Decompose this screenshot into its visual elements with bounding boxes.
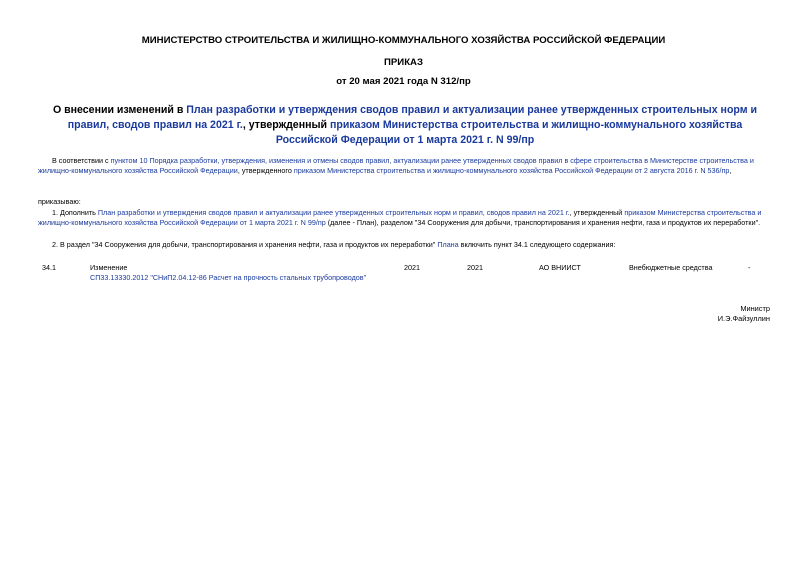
item2-suffix: включить пункт 34.1 следующего содержания: bbox=[458, 240, 616, 249]
row-funding: Внебюджетные средства bbox=[629, 263, 713, 272]
ministry-heading: МИНИСТЕРСТВО СТРОИТЕЛЬСТВА И ЖИЛИЩНО-КОММУНАЛЬНОГО ХОЗЯЙСТВА РОССИЙСКОЙ ФЕДЕРАЦИИ bbox=[141, 35, 666, 46]
doc-date-heading: от 20 мая 2021 года N 312/пр bbox=[336, 76, 471, 87]
item2-prefix: 2. В раздел "34 Сооружения для добычи, транспортирования и хранения нефти, газа и продуктов их переработки" bbox=[52, 240, 438, 249]
row-developer: АО ВНИИСТ bbox=[539, 263, 581, 272]
row-document-link[interactable]: СП33.13330.2012 "СНиП2.04.12-86 Расчет на прочность стальных трубопроводов" bbox=[90, 273, 367, 282]
item1-link-order[interactable]: приказом Министерства строительства и жилищно-коммунального хозяйства Российской Федерации от 1 марта 2021 г. N 99/пр bbox=[38, 208, 762, 227]
preamble-link-procedure[interactable]: пунктом 10 Порядка разработки, утверждения, изменения и отмены сводов правил, актуализации ранее утвержденных сводов правил в сфере строительства в Министерстве строительства и жилищно-коммунального хозяйства Российской Федерации bbox=[38, 156, 754, 175]
order-word: приказываю: bbox=[38, 197, 81, 206]
item-2-paragraph bbox=[38, 240, 770, 250]
signature-position: Министр bbox=[740, 304, 770, 313]
signature-name: И.Э.Файзуллин bbox=[717, 314, 770, 323]
preamble-prefix: В соответствии с bbox=[52, 156, 111, 165]
item1-prefix: 1. Дополнить bbox=[52, 208, 98, 217]
row-action: Изменение bbox=[90, 263, 128, 272]
item-1-paragraph bbox=[38, 208, 770, 227]
row-year-end: 2021 bbox=[467, 263, 483, 272]
preamble-paragraph bbox=[38, 156, 770, 175]
preamble-middle: , утвержденного bbox=[237, 165, 294, 175]
item2-link-plan[interactable]: Плана bbox=[437, 240, 459, 249]
title-link-plan[interactable]: План разработки и утверждения сводов правил и актуализации ранее утвержденных строительных норм и правил, сводов правил на 2021 г. bbox=[67, 104, 758, 131]
item1-suffix: (далее - План), разделом "34 Сооружения для добычи, транспортирования и хранения нефти, газа и продуктов их переработки". bbox=[325, 217, 761, 227]
document-title bbox=[38, 103, 772, 148]
preamble-link-order[interactable]: приказом Министерства строительства и жилищно-коммунального хозяйства Российской Федерации от 2 августа 2016 г. N 536/пр bbox=[293, 165, 730, 175]
row-year-start: 2021 bbox=[404, 263, 420, 272]
row-number: 34.1 bbox=[42, 263, 56, 272]
title-prefix: О внесении изменений в bbox=[52, 104, 187, 116]
title-link-order[interactable]: приказом Министерства строительства и жилищно-коммунального хозяйства Российской Федерации от 1 марта 2021 г. N 99/пр bbox=[275, 119, 743, 146]
doc-type-heading: ПРИКАЗ bbox=[384, 57, 423, 68]
item1-middle: , утвержденный bbox=[569, 208, 625, 217]
item1-link-plan[interactable]: План разработки и утверждения сводов правил и актуализации ранее утвержденных строительных норм и правил, сводов правил на 2021 г. bbox=[97, 208, 570, 217]
title-middle: , утвержденный bbox=[242, 119, 330, 131]
preamble-suffix: , bbox=[729, 165, 732, 175]
row-dash: - bbox=[748, 263, 751, 272]
